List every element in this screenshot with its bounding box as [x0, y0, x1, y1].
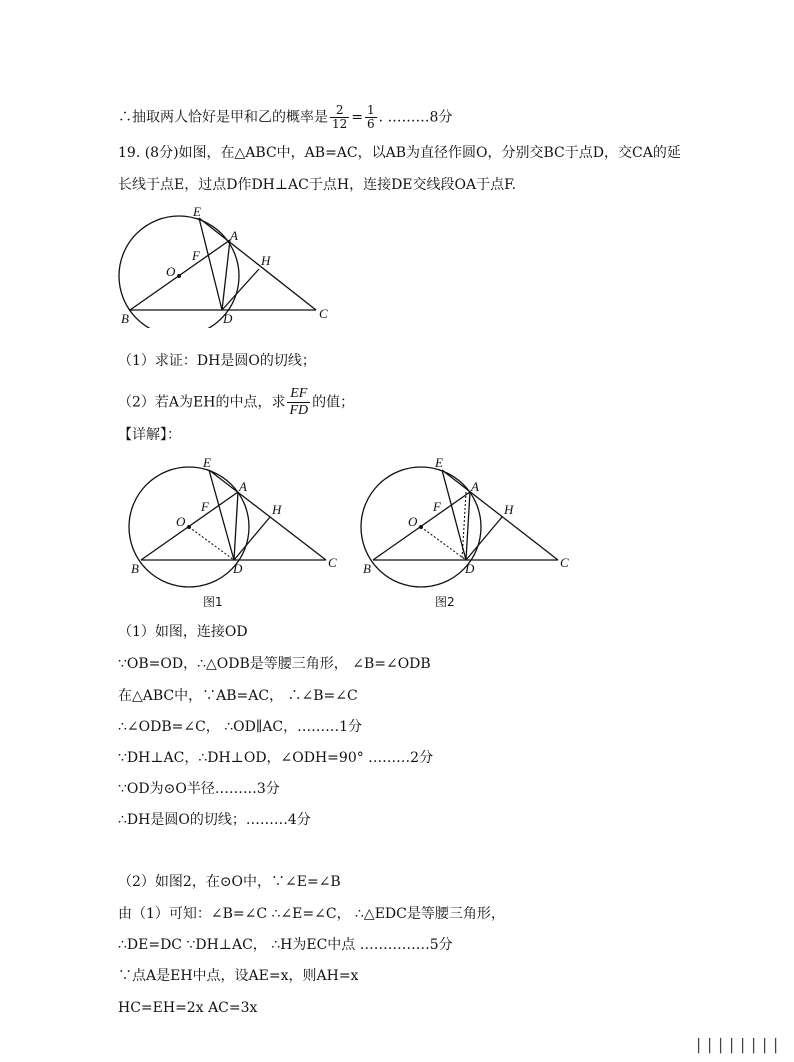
- segment-ad: [466, 492, 470, 560]
- solution-1-step-1: （1）如图，连接OD: [118, 624, 248, 640]
- figure-main: [110, 198, 350, 328]
- fraction-2-12: $\frac{2}{12}$: [332, 103, 348, 131]
- label-b: B: [121, 311, 129, 326]
- label-a: A: [471, 479, 479, 494]
- probability-text: ∴抽取两人恰好是甲和乙的概率是: [118, 109, 328, 126]
- detail-heading: 【详解】：: [118, 427, 181, 443]
- figure-2: [352, 452, 582, 612]
- solution-1-step-5: ∵DH⊥AC，∴DH⊥OD，∠ODH=90° ………2分: [118, 750, 434, 766]
- figure-1: [120, 452, 350, 612]
- segment-ec: [199, 218, 316, 310]
- segment-ad-dashed: [462, 492, 466, 560]
- label-h: H: [272, 502, 282, 517]
- label-o: O: [176, 514, 186, 529]
- label-e: E: [203, 455, 211, 470]
- segment-ad: [234, 492, 238, 560]
- question-19-line-2: 长线于点E，过点D作DH⊥AC于点H，连接DE交线段OA于点F.: [118, 177, 517, 193]
- solution-1-step-3: 在△ABC中，∵AB=AC， ∴∠B=∠C: [118, 688, 358, 704]
- label-b: B: [363, 561, 371, 576]
- solution-1-step-4: ∴∠ODB=∠C， ∴OD∥AC，………1分: [118, 719, 363, 735]
- fraction-ef-fd: $\frac{EF}{FD}$: [289, 386, 309, 418]
- segment-od-dashed: [189, 527, 234, 560]
- label-h: H: [261, 253, 271, 268]
- part-1-question: （1）求证：DH是圆O的切线；: [118, 353, 316, 369]
- label-f: F: [433, 499, 441, 514]
- corner-mark-icon: ▏▏▏▏▏▏▏▏: [698, 1039, 786, 1054]
- label-f: F: [192, 248, 200, 263]
- label-c: C: [560, 555, 569, 570]
- solution-2-step-5: HC=EH=2x AC=3x: [118, 1000, 258, 1016]
- caption-fig2: 图2: [435, 595, 455, 609]
- solution-1-step-2: ∵OB=OD，∴△ODB是等腰三角形， ∠B=∠ODB: [118, 656, 431, 672]
- segment-ec: [209, 470, 326, 560]
- segment-ec: [442, 470, 558, 560]
- solution-2-step-1: （2）如图2，在⊙O中，∵∠E=∠B: [118, 874, 341, 890]
- label-e: E: [193, 204, 201, 219]
- center-point-o: [177, 274, 181, 278]
- label-d: D: [233, 561, 243, 576]
- segment-ed: [199, 218, 222, 310]
- label-b: B: [131, 561, 139, 576]
- label-e: E: [435, 455, 443, 470]
- question-19-line-1: 19. (8分)如图，在△ABC中，AB=AC，以AB为直径作圆O，分别交BC于点D，交CA的延: [118, 145, 681, 161]
- segment-dh: [222, 269, 259, 310]
- solution-2-step-3: ∴DE=DC ∵DH⊥AC， ∴H为EC中点 ……………5分: [118, 937, 453, 953]
- solution-1-step-6: ∵OD为⊙O半径………3分: [118, 781, 280, 797]
- label-d: D: [465, 561, 475, 576]
- label-f: F: [201, 499, 209, 514]
- center-point-o: [419, 525, 423, 529]
- label-c: C: [319, 306, 328, 321]
- label-a: A: [239, 479, 247, 494]
- segment-dh: [466, 517, 502, 560]
- probability-line: ∴抽取两人恰好是甲和乙的概率是 $\frac{2}{12}$ = $\frac{1}{6}$ . ………8分: [118, 103, 453, 131]
- label-a: A: [230, 228, 238, 243]
- segment-od-dashed: [421, 527, 466, 560]
- segment-dh: [234, 517, 270, 560]
- label-h: H: [504, 502, 514, 517]
- solution-2-step-4: ∵点A是EH中点，设AE=x，则AH=x: [118, 968, 359, 984]
- label-o: O: [408, 514, 418, 529]
- circle-o: [119, 216, 239, 328]
- label-d: D: [223, 311, 233, 326]
- center-point-o: [187, 525, 191, 529]
- fraction-1-6: $\frac{1}{6}$: [367, 103, 375, 131]
- part-2-question: （2）若A为EH的中点，求 $\frac{EF}{FD}$ 的值；: [118, 386, 355, 418]
- solution-2-step-2: 由（1）可知：∠B=∠C ∴∠E=∠C， ∴△EDC是等腰三角形，: [118, 906, 505, 922]
- label-c: C: [328, 555, 337, 570]
- caption-fig1: 图1: [203, 595, 223, 609]
- segment-ad: [222, 240, 230, 310]
- solution-1-step-7: ∴DH是圆O的切线；………4分: [118, 812, 311, 828]
- label-o: O: [166, 264, 176, 279]
